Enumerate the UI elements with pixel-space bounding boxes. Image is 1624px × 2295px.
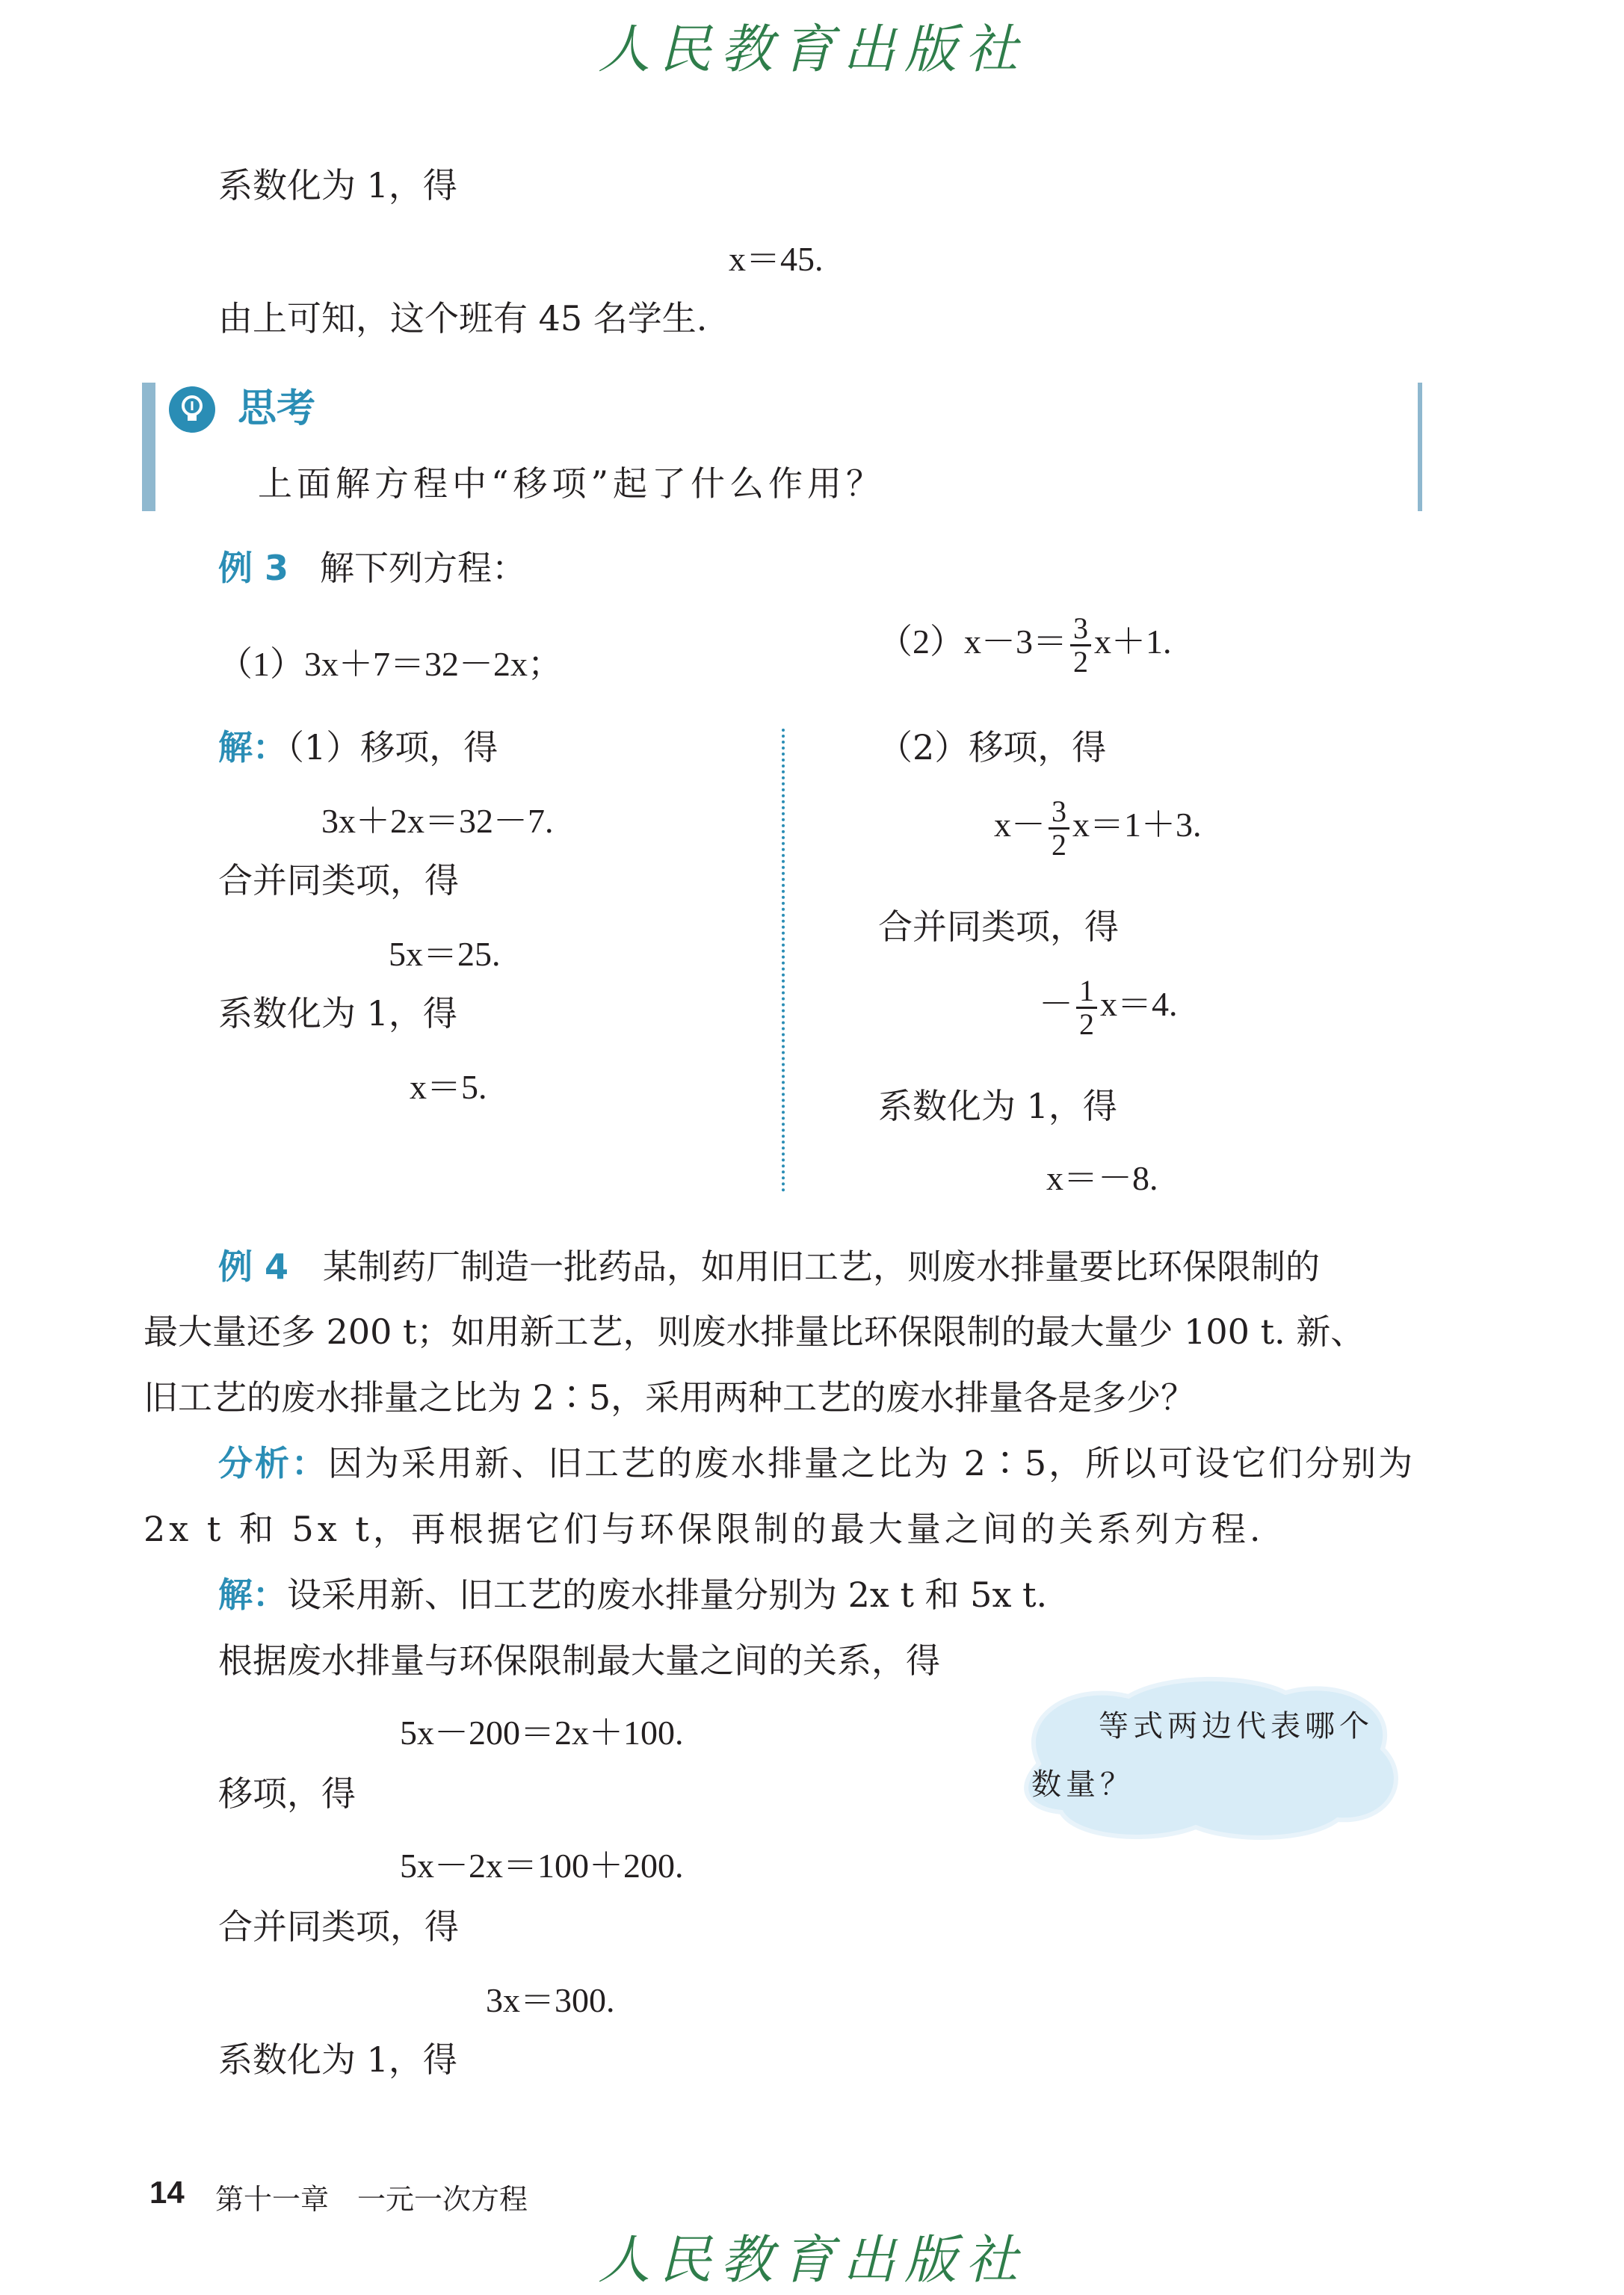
example4-label: 例 4 (218, 1247, 289, 1287)
fraction-denominator: 2 (1073, 645, 1088, 679)
publisher-footer: 人民教育出版社 (598, 2229, 1027, 2291)
example4-solve2: 根据废水排量与环保限制最大量之间的关系，得 (218, 1640, 940, 1681)
example4-text1: 某制药厂制造一批药品，如用旧工艺，则废水排量要比环保限制的 (323, 1247, 1321, 1287)
example3-problem1: （1）3x＋7＝32－2x； (218, 645, 562, 683)
example3-left-step1 (218, 725, 498, 770)
analysis-text1: 因为采用新、旧工艺的废水排量之比为 2∶5，所以可设它们分别为 (328, 1443, 1415, 1483)
problem2-fraction (1070, 613, 1091, 678)
thought-bubble (1009, 1674, 1412, 1846)
example3-problem2 (878, 613, 1172, 678)
example3-right-step2: 合并同类项，得 (878, 906, 1119, 947)
example4-step-combine: 合并同类项，得 (218, 1906, 459, 1947)
top-line-2: 由上可知，这个班有 45 名学生. (218, 298, 708, 339)
step1-text: （1）移项，得 (287, 727, 498, 767)
right-eq2-suffix: x＝4. (1100, 985, 1178, 1024)
fraction-denominator: 2 (1052, 828, 1066, 862)
example3-right-eq2 (1039, 975, 1178, 1040)
example3-label: 例 3 (218, 548, 289, 588)
bubble-line2: 数量？ (1031, 1767, 1134, 1802)
fraction-numerator: 3 (1049, 796, 1069, 830)
right-eq2-fraction (1076, 975, 1097, 1040)
example4-eq3: 3x＝300. (486, 1981, 615, 2019)
right-eq1-suffix: x＝1＋3. (1072, 806, 1202, 844)
think-title: 思考 (238, 386, 316, 431)
solve-text1: 设采用新、旧工艺的废水排量分别为 2x t 和 5x t. (287, 1575, 1048, 1615)
page-number: 14 (149, 2175, 185, 2210)
example3-right-eq3: x＝－8. (1046, 1159, 1158, 1197)
think-left-bar (142, 383, 155, 511)
example4-line3: 旧工艺的废水排量之比为 2∶5，采用两种工艺的废水排量各是多少？ (143, 1377, 1196, 1418)
think-right-bar (1418, 383, 1422, 511)
publisher-header: 人民教育出版社 (598, 19, 1027, 80)
fraction-numerator: 3 (1070, 613, 1091, 646)
example3-left-step2: 合并同类项，得 (218, 860, 459, 901)
example4-solve1 (218, 1572, 1047, 1617)
example3-prompt: 解下列方程： (320, 548, 526, 588)
fraction-denominator: 2 (1079, 1007, 1094, 1041)
solve-label: 解： (218, 727, 287, 767)
lightbulb-icon (169, 386, 215, 433)
example4-line2: 最大量还多 200 t；如用新工艺，则废水排量比环保限制的最大量少 100 t. 新、 (143, 1312, 1365, 1352)
fraction-numerator: 1 (1076, 975, 1097, 1009)
example3-left-eq3: x＝5. (410, 1068, 487, 1106)
right-eq2-prefix: － (1039, 985, 1073, 1024)
solve-label: 解： (218, 1575, 287, 1615)
bubble-line1: 等式两边代表哪个 (1099, 1709, 1374, 1743)
right-eq1-fraction (1049, 796, 1069, 861)
example4-step-move: 移项，得 (218, 1773, 356, 1814)
example4-line1 (218, 1244, 1320, 1289)
example3-right-step1: （2）移项，得 (878, 727, 1107, 767)
think-question: 上面解方程中“移项”起了什么作用？ (258, 463, 886, 504)
example4-eq2: 5x－2x＝100＋200. (400, 1847, 684, 1885)
chapter-title: 第十一章 一元一次方程 (215, 2183, 528, 2216)
example4-analysis1 (218, 1441, 1415, 1486)
example4-eq1: 5x－200＝2x＋100. (400, 1714, 684, 1752)
column-divider (782, 729, 785, 1192)
analysis-label: 分析： (218, 1443, 328, 1483)
top-equation: x＝45. (729, 240, 824, 278)
example3-left-step3: 系数化为 1，得 (218, 993, 457, 1034)
problem2-prefix: （2）x－3＝ (878, 623, 1067, 661)
example3-left-eq1: 3x＋2x＝32－7. (321, 802, 554, 840)
example3-left-eq2: 5x＝25. (389, 935, 501, 973)
example4-step-coef: 系数化为 1，得 (218, 2039, 457, 2080)
problem2-suffix: x＋1. (1094, 623, 1172, 661)
top-line-1: 系数化为 1，得 (218, 165, 457, 206)
example3-right-step3: 系数化为 1，得 (878, 1086, 1117, 1126)
example4-analysis2: 2x t 和 5x t，再根据它们与环保限制的最大量之间的关系列方程. (143, 1509, 1265, 1549)
right-eq1-prefix: x－ (994, 806, 1046, 844)
example3-right-eq1 (994, 796, 1202, 861)
